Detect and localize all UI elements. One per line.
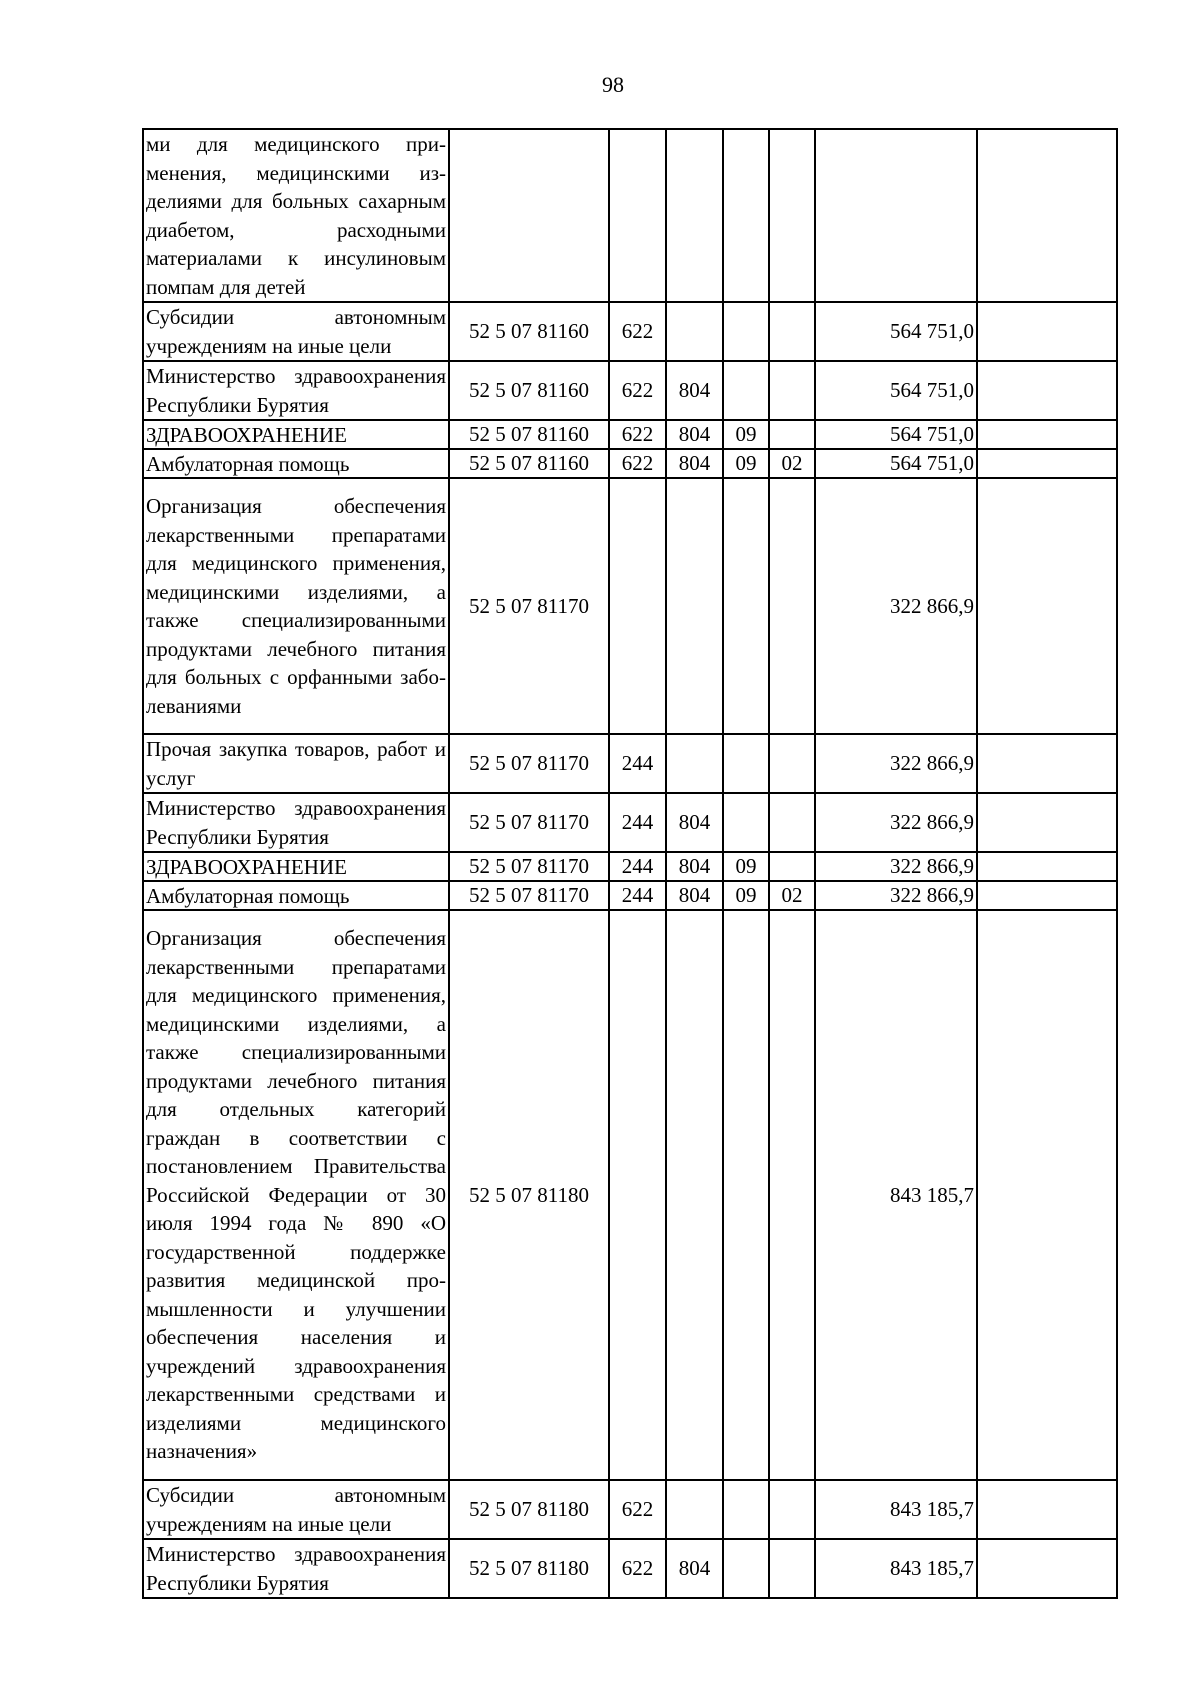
- expense-type-cell: 622: [609, 302, 666, 361]
- target-article-cell: 52 5 07 81170: [449, 734, 609, 793]
- extra-cell: [977, 420, 1117, 449]
- target-article-cell: 52 5 07 81160: [449, 449, 609, 478]
- target-article-cell: 52 5 07 81160: [449, 420, 609, 449]
- table-row: [143, 734, 1117, 793]
- administrator-cell: [666, 1480, 723, 1539]
- target-article-cell: 52 5 07 81170: [449, 793, 609, 852]
- target-article-cell: 52 5 07 81180: [449, 1539, 609, 1598]
- row-name-cell: Организация обеспечения лекарственными препаратами для медицинского применения, медицинскими изделиями, а также специализированными продуктами лечебного питания для отдельных категорий граждан в соответствии с постановлением Правительства Российской Федерации от 30 июля 1994 года № 890 «О государственной поддержке развития медицинской промышленности и улучшении обеспечения населения и учреждений здравоохранения лекарственными средствами и изделиями медицинского назначения»: [143, 910, 449, 1480]
- row-name-cell: Министерство здравоохранения Республики Бурятия: [143, 793, 449, 852]
- administrator-cell: 804: [666, 361, 723, 420]
- row-name-cell: ЗДРАВООХРАНЕНИЕ: [143, 852, 449, 881]
- section-cell: 09: [723, 881, 769, 910]
- expense-type-cell: 622: [609, 449, 666, 478]
- extra-cell: [977, 793, 1117, 852]
- administrator-cell: [666, 302, 723, 361]
- section-cell: [723, 129, 769, 302]
- section-cell: [723, 793, 769, 852]
- subsection-cell: [769, 1539, 815, 1598]
- amount-cell: 843 185,7: [815, 1480, 977, 1539]
- section-cell: [723, 1539, 769, 1598]
- target-article-cell: 52 5 07 81170: [449, 478, 609, 734]
- extra-cell: [977, 478, 1117, 734]
- amount-cell: 322 866,9: [815, 852, 977, 881]
- table-row: [143, 793, 1117, 852]
- section-cell: [723, 734, 769, 793]
- expense-type-cell: [609, 129, 666, 302]
- extra-cell: [977, 449, 1117, 478]
- amount-cell: 322 866,9: [815, 793, 977, 852]
- page-number: 98: [602, 72, 624, 97]
- expense-type-cell: 622: [609, 361, 666, 420]
- section-cell: [723, 361, 769, 420]
- section-cell: [723, 302, 769, 361]
- expense-type-cell: 244: [609, 881, 666, 910]
- table-row: [143, 302, 1117, 361]
- section-cell: [723, 1480, 769, 1539]
- table-row: [143, 420, 1117, 449]
- section-cell: 09: [723, 420, 769, 449]
- extra-cell: [977, 1539, 1117, 1598]
- subsection-cell: [769, 302, 815, 361]
- row-name-cell: Министерство здравоохранения Республики Бурятия: [143, 361, 449, 420]
- subsection-cell: [769, 420, 815, 449]
- expense-type-cell: 622: [609, 1539, 666, 1598]
- row-name-cell: Министерство здравоохранения Республики Бурятия: [143, 1539, 449, 1598]
- extra-cell: [977, 881, 1117, 910]
- budget-table: [142, 128, 1118, 1599]
- subsection-cell: [769, 129, 815, 302]
- target-article-cell: 52 5 07 81170: [449, 852, 609, 881]
- amount-cell: 564 751,0: [815, 302, 977, 361]
- administrator-cell: 804: [666, 852, 723, 881]
- subsection-cell: [769, 361, 815, 420]
- administrator-cell: 804: [666, 881, 723, 910]
- target-article-cell: 52 5 07 81160: [449, 361, 609, 420]
- administrator-cell: [666, 129, 723, 302]
- subsection-cell: [769, 910, 815, 1480]
- amount-cell: 843 185,7: [815, 1539, 977, 1598]
- extra-cell: [977, 361, 1117, 420]
- amount-cell: 322 866,9: [815, 881, 977, 910]
- table-row: [143, 129, 1117, 302]
- subsection-cell: [769, 478, 815, 734]
- row-name-cell: ЗДРАВООХРАНЕНИЕ: [143, 420, 449, 449]
- target-article-cell: [449, 129, 609, 302]
- subsection-cell: [769, 852, 815, 881]
- subsection-cell: [769, 734, 815, 793]
- table-row: [143, 1480, 1117, 1539]
- table-row: [143, 852, 1117, 881]
- amount-cell: [815, 129, 977, 302]
- amount-cell: 564 751,0: [815, 449, 977, 478]
- row-name-cell: ми для медицинского применения, медицинскими изделиями для больных сахарным диабетом, расходными материалами к инсулиновым помпам для детей: [143, 129, 449, 302]
- amount-cell: 564 751,0: [815, 361, 977, 420]
- administrator-cell: [666, 734, 723, 793]
- table-row: [143, 361, 1117, 420]
- expense-type-cell: [609, 478, 666, 734]
- subsection-cell: 02: [769, 449, 815, 478]
- expense-type-cell: 244: [609, 793, 666, 852]
- row-name-cell: Организация обеспечения лекарственными препаратами для медицинского применения, медицинскими изделиями, а также специализированными продуктами лечебного питания для больных с орфанными заболеваниями: [143, 478, 449, 734]
- extra-cell: [977, 302, 1117, 361]
- administrator-cell: [666, 910, 723, 1480]
- table-row: [143, 449, 1117, 478]
- extra-cell: [977, 852, 1117, 881]
- table-row: [143, 1539, 1117, 1598]
- subsection-cell: [769, 1480, 815, 1539]
- target-article-cell: 52 5 07 81180: [449, 1480, 609, 1539]
- section-cell: [723, 478, 769, 734]
- amount-cell: 564 751,0: [815, 420, 977, 449]
- section-cell: [723, 910, 769, 1480]
- target-article-cell: 52 5 07 81180: [449, 910, 609, 1480]
- row-name-cell: Амбулаторная помощь: [143, 449, 449, 478]
- extra-cell: [977, 1480, 1117, 1539]
- row-name-cell: Прочая закупка товаров, работ и услуг: [143, 734, 449, 793]
- expense-type-cell: 244: [609, 852, 666, 881]
- administrator-cell: 804: [666, 793, 723, 852]
- section-cell: 09: [723, 449, 769, 478]
- target-article-cell: 52 5 07 81170: [449, 881, 609, 910]
- expense-type-cell: [609, 910, 666, 1480]
- target-article-cell: 52 5 07 81160: [449, 302, 609, 361]
- table-row: [143, 910, 1117, 1480]
- table-row: [143, 478, 1117, 734]
- subsection-cell: 02: [769, 881, 815, 910]
- administrator-cell: 804: [666, 1539, 723, 1598]
- expense-type-cell: 622: [609, 420, 666, 449]
- expense-type-cell: 622: [609, 1480, 666, 1539]
- section-cell: 09: [723, 852, 769, 881]
- administrator-cell: 804: [666, 449, 723, 478]
- amount-cell: 322 866,9: [815, 734, 977, 793]
- extra-cell: [977, 129, 1117, 302]
- row-name-cell: Субсидии автономным учреждениям на иные цели: [143, 1480, 449, 1539]
- extra-cell: [977, 910, 1117, 1480]
- extra-cell: [977, 734, 1117, 793]
- amount-cell: 843 185,7: [815, 910, 977, 1480]
- subsection-cell: [769, 793, 815, 852]
- administrator-cell: [666, 478, 723, 734]
- expense-type-cell: 244: [609, 734, 666, 793]
- administrator-cell: 804: [666, 420, 723, 449]
- table-row: [143, 881, 1117, 910]
- row-name-cell: Субсидии автономным учреждениям на иные цели: [143, 302, 449, 361]
- row-name-cell: Амбулаторная помощь: [143, 881, 449, 910]
- amount-cell: 322 866,9: [815, 478, 977, 734]
